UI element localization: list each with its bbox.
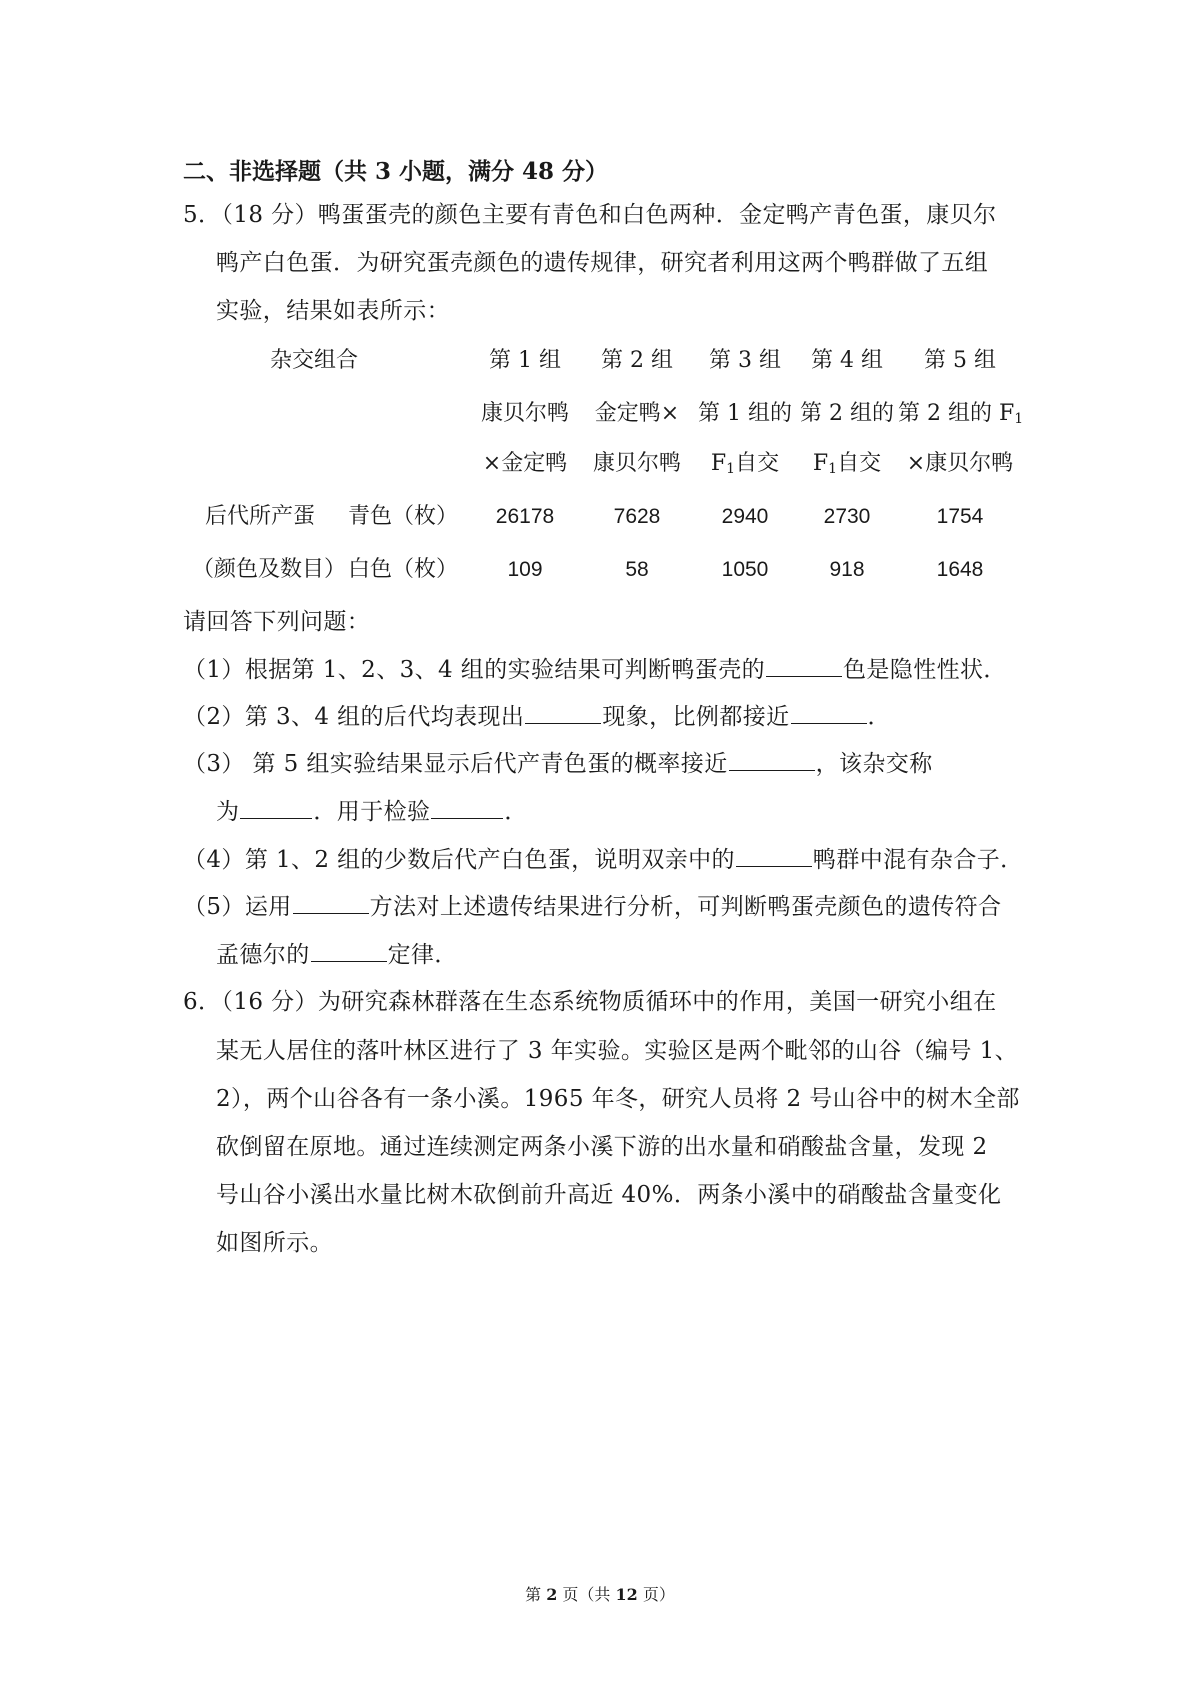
- cross-cell: ×康贝尔鸭: [906, 451, 1014, 476]
- section-title: 二、非选择题（共 3 小题，满分 48 分）: [183, 158, 609, 185]
- cross-cell: 康贝尔鸭: [480, 401, 569, 426]
- green-count: 7628: [613, 505, 661, 528]
- cross-cell: 第 1 组的: [698, 401, 792, 426]
- cross-cell: $F_1$自交: [812, 451, 882, 477]
- white-count: 1648: [936, 558, 984, 581]
- row-label-color-count: （颜色及数目）: [192, 557, 347, 582]
- q5-prompt: 请回答下列问题：: [183, 609, 371, 635]
- answer-blank[interactable]: [736, 844, 812, 867]
- q5-sub-5: （5）运用 方法对上述遗传结果进行分析，可判断鸭蛋壳颜色的遗传符合: [183, 891, 1001, 922]
- q6-line-2: 某无人居住的落叶林区进行了 3 年实验。实验区是两个毗邻的山谷（编号 1、: [216, 1038, 1018, 1064]
- green-count: 26178: [495, 505, 555, 528]
- cross-cell: 康贝尔鸭: [592, 451, 681, 476]
- cross-cell: 第 2 组的 $F_1$: [898, 401, 1024, 427]
- group-header: 第 2 组: [601, 348, 673, 373]
- row-label-offspring: 后代所产蛋: [205, 504, 316, 529]
- cross-cell: $F_1$自交: [710, 451, 780, 477]
- q5-sub-4: （4）第 1、2 组的少数后代产白色蛋，说明双亲中的 鸭群中混有杂合子．: [183, 844, 1024, 875]
- white-count: 109: [507, 558, 543, 581]
- page-footer: 第 2 页（共 12 页）: [525, 1585, 675, 1604]
- q5-line-1: 5．（18 分）鸭蛋蛋壳的颜色主要有青色和白色两种．金定鸭产青色蛋，康贝尔: [183, 202, 997, 228]
- green-count: 1754: [936, 505, 984, 528]
- q6-line-5: 号山谷小溪出水量比树木砍倒前升高近 40%．两条小溪中的硝酸盐含量变化: [216, 1182, 1002, 1208]
- white-label: 白色（枚）: [348, 557, 459, 582]
- q6-line-6: 如图所示。: [216, 1230, 333, 1256]
- white-count: 1050: [721, 558, 769, 581]
- q5-sub-5-cont: 孟德尔的 定律．: [216, 939, 458, 970]
- white-count: 58: [625, 558, 649, 581]
- q5-sub-3-cont: 为 ．用于检验 ．: [216, 796, 528, 827]
- answer-blank[interactable]: [431, 796, 503, 819]
- group-header: 第 4 组: [811, 348, 883, 373]
- green-count: 2940: [721, 505, 769, 528]
- white-count: 918: [829, 558, 865, 581]
- cross-cell: ×金定鸭: [482, 451, 568, 476]
- q6-line-3: 2），两个山谷各有一条小溪。1965 年冬，研究人员将 2 号山谷中的树木全部: [216, 1086, 1020, 1112]
- row-header-cross: 杂交组合: [270, 348, 359, 373]
- answer-blank[interactable]: [729, 748, 815, 771]
- cross-cell: 第 2 组的: [800, 401, 894, 426]
- green-label: 青色（枚）: [348, 504, 459, 529]
- q5-sub-2: （2）第 3、4 组的后代均表现出 现象，比例都接近 ．: [183, 701, 891, 732]
- group-header: 第 5 组: [924, 348, 996, 373]
- answer-blank[interactable]: [240, 796, 312, 819]
- group-header: 第 3 组: [709, 348, 781, 373]
- q5-sub-3: （3） 第 5 组实验结果显示后代产青色蛋的概率接近 ，该杂交称: [183, 748, 933, 779]
- answer-blank[interactable]: [311, 939, 387, 962]
- page-number: 2: [546, 1585, 558, 1604]
- q5-line-2: 鸭产白色蛋．为研究蛋壳颜色的遗传规律，研究者利用这两个鸭群做了五组: [216, 250, 989, 276]
- answer-blank[interactable]: [791, 701, 867, 724]
- answer-blank[interactable]: [525, 701, 601, 724]
- cross-cell: 金定鸭×: [594, 401, 680, 426]
- q6-line-1: 6．（16 分）为研究森林群落在生态系统物质循环中的作用，美国一研究小组在: [183, 989, 997, 1015]
- group-header: 第 1 组: [489, 348, 561, 373]
- page-total: 12: [615, 1585, 638, 1604]
- green-count: 2730: [823, 505, 871, 528]
- q6-line-4: 砍倒留在原地。通过连续测定两条小溪下游的出水量和硝酸盐含量，发现 2: [216, 1134, 988, 1160]
- q5-sub-1: （1）根据第 1、2、3、4 组的实验结果可判断鸭蛋壳的 色是隐性性状．: [183, 654, 1007, 685]
- q5-line-3: 实验，结果如表所示：: [216, 298, 450, 324]
- answer-blank[interactable]: [293, 891, 369, 914]
- answer-blank[interactable]: [766, 654, 842, 677]
